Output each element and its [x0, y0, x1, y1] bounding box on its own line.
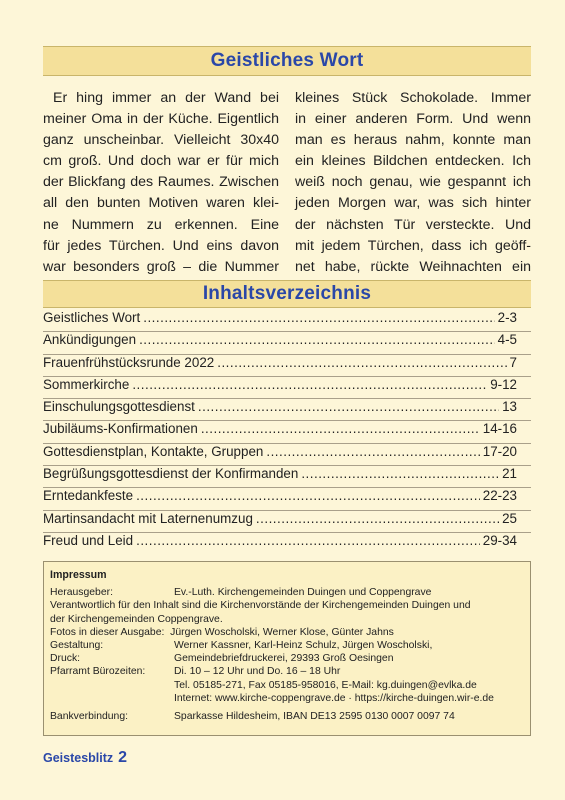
impressum-value: Sparkasse Hildesheim, IBAN DE13 2595 0130 0007 0097 74	[174, 711, 455, 723]
article-line: kleines Stück Schokolade. Immer	[295, 90, 531, 106]
impressum-label: Druck:	[50, 653, 81, 665]
toc-entry[interactable]	[43, 399, 531, 421]
impressum-label: Pfarramt Bürozeiten:	[50, 666, 146, 678]
table-of-contents	[43, 310, 531, 555]
toc-entry-title: Martinsandacht mit Laternenumzug	[43, 510, 253, 526]
toc-entry-title: Erntedankfeste	[43, 488, 134, 504]
toc-entry-page: 2-3	[497, 310, 517, 325]
toc-entry-page: 9-12	[490, 376, 517, 392]
toc-dot-leader	[136, 533, 480, 548]
article-line: ganz unscheinbar. Vielleicht 30x40	[43, 132, 279, 149]
impressum-row	[50, 639, 524, 652]
toc-entry-title: Jubiläums-Konfirmationen	[43, 421, 198, 437]
impressum-label-spacer	[50, 692, 174, 705]
article-line: weiß noch genau, wie gespannt ich	[295, 174, 531, 191]
article-line: ein kleines Bildchen entdecken. Ich	[295, 153, 531, 170]
page-number: 2	[118, 749, 128, 766]
toc-entry-title: Sommerkirche	[43, 376, 130, 392]
toc-heading: Inhaltsverzeichnis	[202, 283, 372, 304]
impressum-row	[50, 710, 524, 723]
impressum-value: Ev.-Luth. Kirchengemeinden Duingen und Coppengrave	[174, 587, 432, 599]
impressum-label-spacer	[50, 679, 174, 692]
toc-dot-leader	[217, 355, 506, 370]
toc-entry[interactable]	[43, 533, 531, 555]
toc-dot-leader	[143, 310, 494, 325]
article-line: jeden Morgen war, was sich hinter	[295, 195, 531, 212]
article-line: meiner Oma in der Küche. Eigentlich	[43, 111, 279, 128]
toc-entry-page: 13	[502, 399, 517, 415]
impressum-value: Gemeindebriefdruckerei, 29393 Groß Oesingen	[174, 653, 394, 665]
article-line: in einer anderen Form. Und wenn	[295, 111, 531, 128]
article-body	[43, 88, 531, 275]
impressum-row	[50, 679, 524, 692]
impressum-row	[50, 665, 524, 678]
toc-dot-leader	[256, 511, 499, 526]
toc-dot-leader	[301, 466, 499, 481]
article-line: der nächsten Tür versteckte. Und	[295, 216, 531, 233]
toc-entry[interactable]	[43, 444, 531, 466]
toc-entry-page: 7	[509, 354, 517, 370]
toc-entry[interactable]	[43, 466, 531, 488]
toc-entry[interactable]	[43, 511, 531, 533]
toc-entry-page: 29-34	[482, 532, 517, 548]
toc-heading-bar	[43, 280, 531, 308]
impressum-row	[50, 586, 524, 599]
toc-entry-title: Geistliches Wort	[43, 310, 141, 325]
toc-dot-leader	[139, 332, 495, 347]
toc-entry-title: Freud und Leid	[43, 532, 134, 548]
toc-entry[interactable]	[43, 488, 531, 510]
impressum-title: Impressum	[50, 569, 107, 581]
impressum-value: Werner Kassner, Karl-Heinz Schulz, Jürgen Woscholski,	[174, 640, 433, 652]
toc-entry-title: Einschulungsgottesdienst	[43, 399, 195, 415]
article-column-right	[295, 88, 531, 275]
article-heading: Geistliches Wort	[210, 50, 364, 71]
impressum-text: der Kirchengemeinden Coppengrave.	[50, 613, 223, 625]
toc-dot-leader	[198, 399, 499, 414]
toc-dot-leader	[201, 421, 480, 436]
impressum-text: Verantwortlich für den Inhalt sind die Kirchenvorstände der Kirchengemeinden Duingen und	[50, 600, 471, 612]
impressum-value: Di. 10 – 12 Uhr und Do. 16 – 18 Uhr	[174, 666, 341, 678]
impressum-box	[43, 561, 531, 736]
toc-entry[interactable]	[43, 421, 531, 443]
article-line: Er hing immer an der Wand bei	[53, 90, 279, 106]
article-line: für jedes Türchen. Und eins davon	[43, 237, 279, 254]
toc-entry[interactable]	[43, 310, 531, 332]
impressum-label: Gestaltung:	[50, 640, 104, 652]
toc-dot-leader	[136, 488, 480, 503]
toc-entry-page: 25	[502, 510, 517, 526]
toc-entry-page: 4-5	[497, 332, 517, 348]
impressum-label: Herausgeber:	[50, 587, 113, 599]
impressum-row	[50, 652, 524, 665]
toc-entry-title: Frauenfrühstücksrunde 2022	[43, 354, 215, 370]
impressum-internet: Internet: www.kirche-coppengrave.de · https://kirche-duingen.wir-e.de	[174, 692, 494, 704]
toc-dot-leader	[266, 444, 479, 459]
impressum-row	[50, 692, 524, 705]
article-line: net habe, rückte Weihnachten ein	[295, 258, 531, 275]
toc-entry[interactable]	[43, 377, 531, 399]
toc-entry-title: Ankündigungen	[43, 332, 137, 348]
toc-entry-page: 21	[502, 466, 517, 482]
impressum-contact: Tel. 05185-271, Fax 05185-958016, E-Mail: kg.duingen@evlka.de	[174, 679, 477, 691]
article-line: ne Nummern zu erkennen. Eine	[43, 216, 279, 233]
article-line: mit jedem Türchen, dass ich geöff-	[295, 237, 531, 254]
publication-name: Geistesblitz	[43, 751, 114, 765]
article-line: cm groß. Und doch war er für mich	[43, 153, 279, 170]
article-line: all den bunten Motiven waren klei-	[43, 195, 279, 212]
page-footer	[43, 749, 127, 767]
toc-entry-page: 14-16	[482, 421, 517, 437]
impressum-label: Bankverbindung:	[50, 711, 128, 723]
toc-entry[interactable]	[43, 355, 531, 377]
article-line: war besonders groß – die Nummer	[43, 258, 279, 275]
toc-entry[interactable]	[43, 332, 531, 354]
toc-dot-leader	[132, 377, 487, 392]
toc-entry-title: Gottesdienstplan, Kontakte, Gruppen	[43, 443, 264, 459]
article-heading-bar	[43, 46, 531, 76]
article-line: man es heraus nahm, konnte man	[295, 132, 531, 149]
article-line: der Blickfang des Raumes. Zwischen	[43, 174, 279, 191]
impressum-text: Fotos in dieser Ausgabe: Jürgen Woscholski, Werner Klose, Günter Jahns	[50, 626, 394, 638]
article-column-left	[43, 88, 279, 275]
toc-entry-page: 22-23	[482, 488, 517, 504]
toc-entry-title: Begrüßungsgottesdienst der Konfirmanden	[43, 466, 299, 482]
toc-entry-page: 17-20	[482, 443, 517, 459]
